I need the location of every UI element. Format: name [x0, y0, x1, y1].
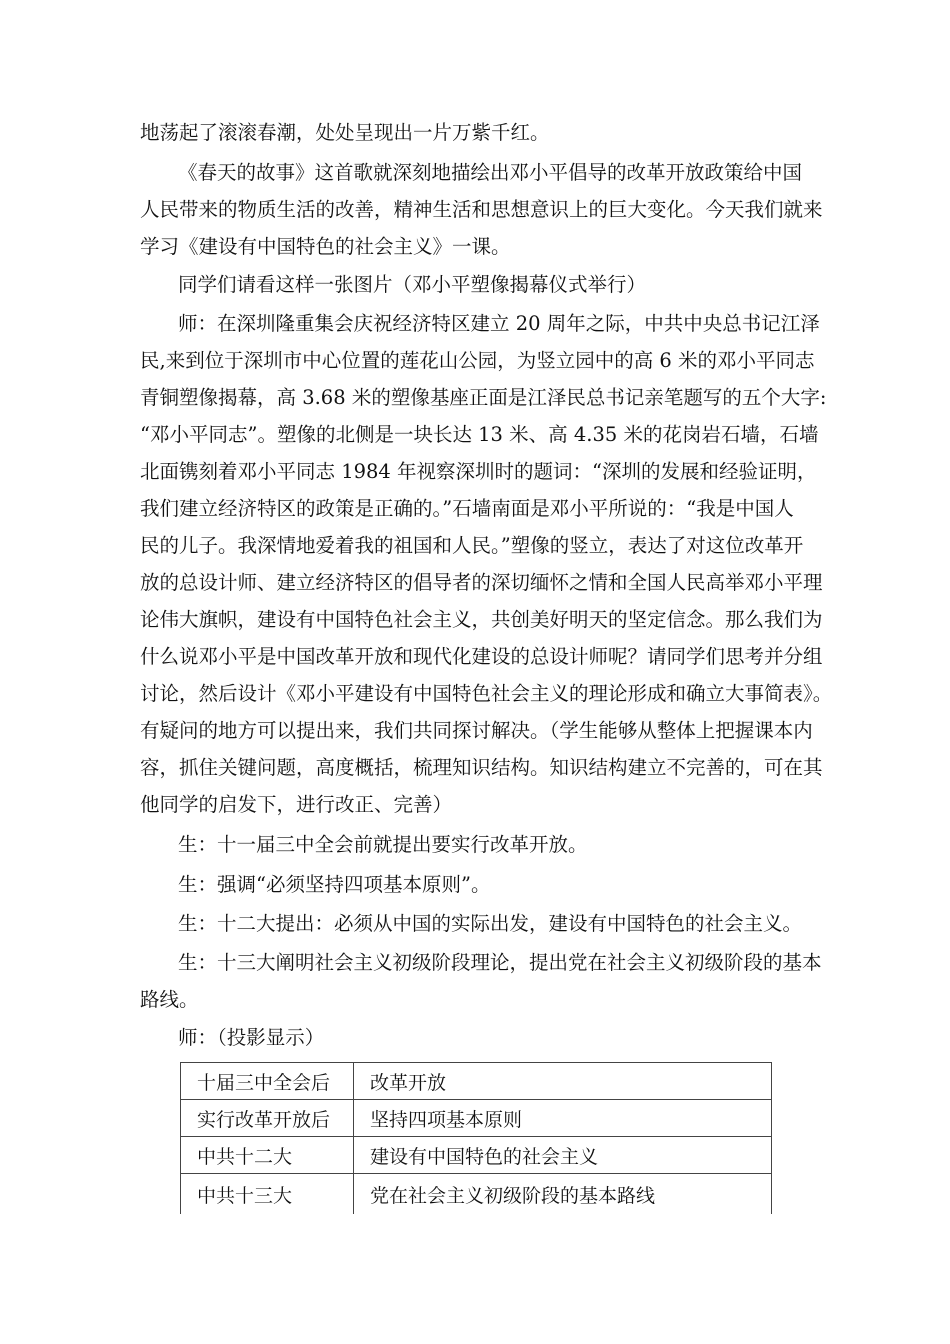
paragraph-line: 地荡起了滚滚春潮，处处呈现出一片万紫千红。 — [140, 121, 550, 144]
paragraph-line: 我们建立经济特区的政策是正确的。”石墙南面是邓小平所说的：“我是中国人 — [140, 497, 794, 520]
paragraph-line: 放的总设计师、建立经济特区的倡导者的深切缅怀之情和全国人民高举邓小平理 — [140, 571, 823, 594]
paragraph-line: 北面镌刻着邓小平同志 1984 年视察深圳时的题词：“深圳的发展和经验证明， — [140, 460, 817, 483]
paragraph-line: 有疑问的地方可以提出来，我们共同探讨解决。（学生能够从整体上把握课本内 — [140, 719, 813, 742]
table-row — [181, 1100, 772, 1137]
paragraph-line: 青铜塑像揭幕，高 3.68 米的塑像基座正面是江泽民总书记亲笔题写的五个大字: — [140, 386, 827, 409]
paragraph-line: 学习《建设有中国特色的社会主义》一课。 — [140, 235, 511, 258]
paragraph-line: 生：强调“必须坚持四项基本原则”。 — [178, 873, 491, 896]
table-row — [181, 1063, 772, 1100]
paragraph-line: 人民带来的物质生活的改善，精神生活和思想意识上的巨大变化。今天我们就来 — [140, 198, 823, 221]
projection-table — [180, 1062, 772, 1214]
paragraph-line: 路线。 — [140, 988, 199, 1011]
paragraph-line: 什么说邓小平是中国改革开放和现代化建设的总设计师呢？请同学们思考并分组 — [140, 645, 823, 668]
paragraph-line: “邓小平同志”。塑像的北侧是一块长达 13 米、高 4.35 米的花岗岩石墙，石墙 — [140, 423, 819, 446]
paragraph-line: 他同学的启发下，进行改正、完善） — [140, 793, 453, 816]
paragraph-line: 师：在深圳隆重集会庆祝经济特区建立 20 周年之际，中共中央总书记江泽 — [178, 312, 820, 335]
table-cell: 党在社会主义初级阶段的基本路线 — [354, 1174, 772, 1215]
table-cell: 坚持四项基本原则 — [354, 1100, 772, 1137]
paragraph-line: 容，抓住关键问题，高度概括，梳理知识结构。知识结构建立不完善的，可在其 — [140, 756, 823, 779]
paragraph-line: 民,来到位于深圳市中心位置的莲花山公园，为竖立园中的高 6 米的邓小平同志 — [140, 349, 815, 372]
paragraph-line: 生：十一届三中全会前就提出要实行改革开放。 — [178, 833, 588, 856]
table-row — [181, 1137, 772, 1174]
table-cell: 实行改革开放后 — [181, 1100, 354, 1137]
table-cell: 十届三中全会后 — [181, 1063, 354, 1100]
paragraph-line: 生：十三大阐明社会主义初级阶段理论，提出党在社会主义初级阶段的基本 — [178, 951, 822, 974]
table-cell: 中共十三大 — [181, 1174, 354, 1215]
table-cell: 建设有中国特色的社会主义 — [354, 1137, 772, 1174]
paragraph-line: 论伟大旗帜，建设有中国特色社会主义，共创美好明天的坚定信念。那么我们为 — [140, 608, 823, 631]
table-cell: 改革开放 — [354, 1063, 772, 1100]
paragraph-line: 师：（投影显示） — [178, 1026, 325, 1049]
paragraph-line: 讨论，然后设计《邓小平建设有中国特色社会主义的理论形成和确立大事简表》。 — [140, 682, 833, 705]
table-cell: 中共十二大 — [181, 1137, 354, 1174]
paragraph-line: 《春天的故事》这首歌就深刻地描绘出邓小平倡导的改革开放政策给中国 — [178, 161, 803, 184]
paragraph-line: 生：十二大提出：必须从中国的实际出发，建设有中国特色的社会主义。 — [178, 912, 803, 935]
paragraph-line: 同学们请看这样一张图片（邓小平塑像揭幕仪式举行） — [178, 273, 647, 296]
paragraph-line: 民的儿子。我深情地爱着我的祖国和人民。”塑像的竖立，表达了对这位改革开 — [140, 534, 804, 557]
table-row — [181, 1174, 772, 1215]
